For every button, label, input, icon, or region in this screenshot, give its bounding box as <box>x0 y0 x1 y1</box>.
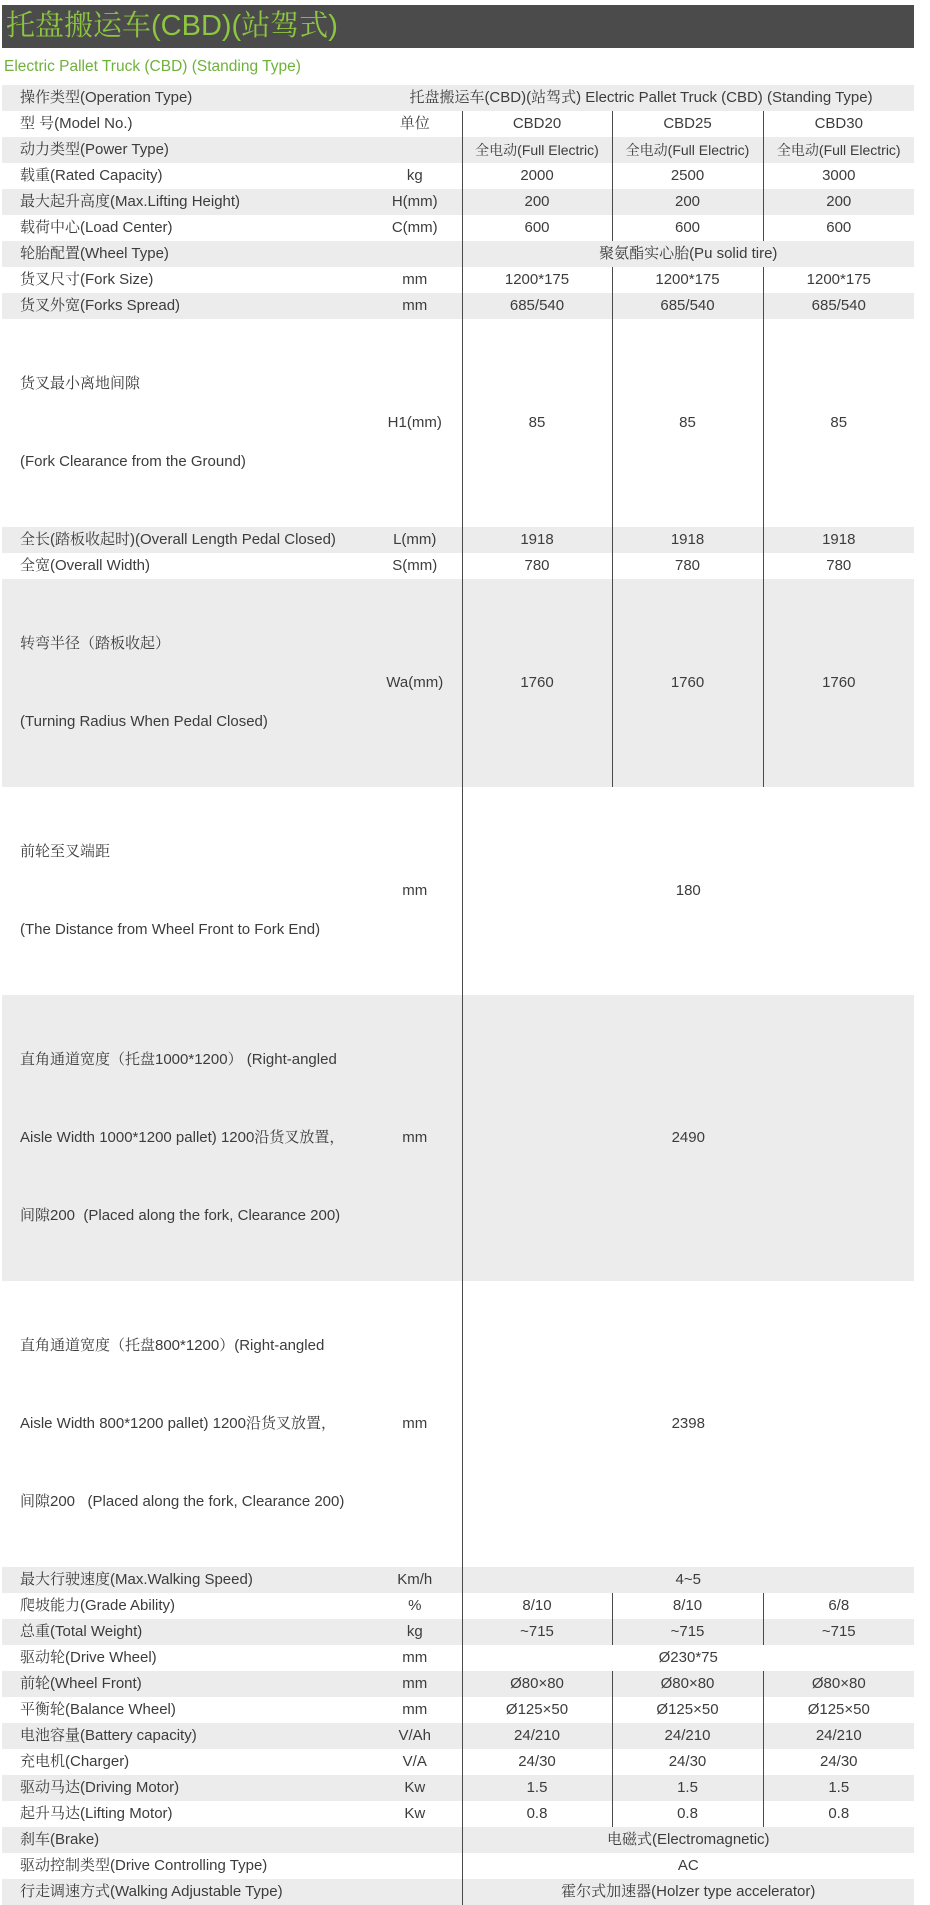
spec-unit <box>368 1827 462 1853</box>
value-cbd25: 1.5 <box>612 1775 763 1801</box>
value-cbd30: CBD30 <box>763 111 914 137</box>
spec-label: 操作类型(Operation Type) <box>2 85 368 111</box>
spec-label: 载荷中心(Load Center) <box>20 219 173 236</box>
spec-label-line: (The Distance from Wheel Front to Fork End) <box>20 921 321 938</box>
spec-unit: mm <box>402 271 428 288</box>
spec-label-line: 直角通道宽度（托盘1000*1200） (Right-angled <box>20 1051 337 1068</box>
value-cbd30: 85 <box>763 319 914 527</box>
value-cbd30: 1918 <box>763 527 914 553</box>
spec-unit: mm <box>368 995 462 1281</box>
spec-label: 载重(Rated Capacity) <box>20 167 163 184</box>
value-cbd20: 85 <box>462 319 612 527</box>
spec-unit: Kw <box>404 1805 426 1822</box>
spec-label-line: 前轮至叉端距 <box>20 843 111 860</box>
spec-unit: % <box>408 1597 422 1614</box>
spec-label: 全长(踏板收起时)(Overall Length Pedal Closed) <box>2 527 368 553</box>
spec-unit <box>368 1879 462 1905</box>
value-cbd30: 24/210 <box>763 1723 914 1749</box>
spec-unit: 单位 <box>399 115 430 132</box>
spec-row-wheel-front-to-fork-end <box>2 787 914 995</box>
value-all-models: 聚氨酯实心胎(Pu solid tire) <box>462 241 914 267</box>
value-all-models: 4~5 <box>462 1567 914 1593</box>
spec-row-operation-type <box>2 85 914 111</box>
spec-row-driving-motor <box>2 1775 914 1801</box>
value-cbd30: Ø125×50 <box>763 1697 914 1723</box>
value-cbd25: 24/210 <box>612 1723 763 1749</box>
value-cbd20: Ø125×50 <box>462 1697 612 1723</box>
value-cbd20: 0.8 <box>462 1801 612 1827</box>
value-cbd20: 8/10 <box>462 1593 612 1619</box>
value-cbd25: 780 <box>612 553 763 579</box>
spec-row-power-type <box>2 137 914 163</box>
spec-label-line: 货叉最小离地间隙 <box>20 375 141 392</box>
spec-label: 刹车(Brake) <box>2 1827 368 1853</box>
value-cbd25: 1918 <box>612 527 763 553</box>
value-cbd25: CBD25 <box>612 111 763 137</box>
value-all-models: 180 <box>462 787 914 995</box>
spec-label: 平衡轮(Balance Wheel) <box>20 1701 176 1718</box>
value-cbd30: ~715 <box>763 1619 914 1645</box>
spec-unit: mm <box>402 882 428 899</box>
value-cbd20: 全电动(Full Electric) <box>462 137 612 163</box>
spec-row-total-weight <box>2 1619 914 1645</box>
spec-unit <box>368 137 462 163</box>
value-all-models: 2490 <box>462 995 914 1281</box>
spec-row-model-no <box>2 111 914 137</box>
spec-label-line: (Fork Clearance from the Ground) <box>20 453 246 470</box>
spec-table <box>2 85 914 1905</box>
spec-unit <box>368 241 462 267</box>
spec-unit: kg <box>406 167 423 184</box>
spec-unit: mm <box>402 1649 428 1666</box>
spec-row-wheel-front <box>2 1671 914 1697</box>
spec-unit: S(mm) <box>392 557 438 574</box>
spec-label <box>2 1281 368 1567</box>
spec-unit <box>368 1853 462 1879</box>
spec-label-line: 间隙200 (Placed along the fork, Clearance 200) <box>20 1207 341 1224</box>
spec-label: 行走调速方式(Walking Adjustable Type) <box>2 1879 368 1905</box>
value-cbd30: 685/540 <box>763 293 914 319</box>
value-cbd20: 780 <box>462 553 612 579</box>
spec-label: 全宽(Overall Width) <box>20 557 151 574</box>
value-cbd25: 85 <box>612 319 763 527</box>
spec-label <box>2 995 368 1281</box>
spec-row-forks-spread <box>2 293 914 319</box>
value-cbd25: 200 <box>612 189 763 215</box>
spec-label: 动力类型(Power Type) <box>2 137 368 163</box>
spec-unit: Km/h <box>368 1567 462 1593</box>
spec-row-turning-radius <box>2 579 914 787</box>
value-cbd20: 1918 <box>462 527 612 553</box>
value-cbd25: 1200*175 <box>612 267 763 293</box>
spec-row-wheel-type <box>2 241 914 267</box>
spec-row-load-center <box>2 215 914 241</box>
value-cbd30: 0.8 <box>763 1801 914 1827</box>
spec-row-lifting-motor <box>2 1801 914 1827</box>
spec-row-drive-controlling-type <box>2 1853 914 1879</box>
value-cbd25: 8/10 <box>612 1593 763 1619</box>
value-cbd30: 200 <box>763 189 914 215</box>
spec-row-max-lifting-height <box>2 189 914 215</box>
spec-row-rated-capacity <box>2 163 914 189</box>
spec-label-line: (Turning Radius When Pedal Closed) <box>20 713 268 730</box>
value-cbd25: 0.8 <box>612 1801 763 1827</box>
spec-row-drive-wheel <box>2 1645 914 1671</box>
value-all-models: 电磁式(Electromagnetic) <box>462 1827 914 1853</box>
value-cbd25: 2500 <box>612 163 763 189</box>
spec-unit: H(mm) <box>368 189 462 215</box>
spec-row-balance-wheel <box>2 1697 914 1723</box>
spec-row-brake <box>2 1827 914 1853</box>
value-cbd20: ~715 <box>462 1619 612 1645</box>
spec-unit: V/Ah <box>368 1723 462 1749</box>
value-cbd30: 1.5 <box>763 1775 914 1801</box>
spec-label <box>2 319 368 527</box>
spec-unit: C(mm) <box>391 219 438 236</box>
value-cbd25: 685/540 <box>612 293 763 319</box>
spec-label-line: 转弯半径（踏板收起） <box>20 635 171 652</box>
spec-row-charger <box>2 1749 914 1775</box>
value-cbd25: Ø80×80 <box>612 1671 763 1697</box>
value-cbd30: 全电动(Full Electric) <box>763 137 914 163</box>
value-all-models: 2398 <box>462 1281 914 1567</box>
spec-label: 前轮(Wheel Front) <box>2 1671 368 1697</box>
spec-unit: kg <box>368 1619 462 1645</box>
spec-label: 总重(Total Weight) <box>2 1619 368 1645</box>
spec-row-overall-width <box>2 553 914 579</box>
value-cbd25: 24/30 <box>612 1749 763 1775</box>
value-cbd25: 全电动(Full Electric) <box>612 137 763 163</box>
spec-unit: mm <box>368 293 462 319</box>
value-cbd20: 1.5 <box>462 1775 612 1801</box>
spec-row-max-walking-speed <box>2 1567 914 1593</box>
spec-label: 最大行驶速度(Max.Walking Speed) <box>2 1567 368 1593</box>
spec-label: 型 号(Model No.) <box>20 115 133 132</box>
value-cbd30: 1760 <box>763 579 914 787</box>
spec-label-line: Aisle Width 1000*1200 pallet) 1200沿货叉放置， <box>20 1129 345 1146</box>
value-cbd30: 780 <box>763 553 914 579</box>
spec-label: 货叉外宽(Forks Spread) <box>2 293 368 319</box>
spec-unit: mm <box>402 1701 428 1718</box>
spec-unit: H1(mm) <box>387 414 442 431</box>
spec-unit: L(mm) <box>368 527 462 553</box>
spec-row-fork-clearance <box>2 319 914 527</box>
value-cbd20: 200 <box>462 189 612 215</box>
spec-row-overall-length <box>2 527 914 553</box>
value-cbd25: 1760 <box>612 579 763 787</box>
spec-label: 货叉尺寸(Fork Size) <box>20 271 154 288</box>
spec-label: 驱动控制类型(Drive Controlling Type) <box>20 1857 268 1874</box>
spec-row-aisle-width-1000x1200 <box>2 995 914 1281</box>
value-cbd20: 600 <box>462 215 612 241</box>
spec-row-battery-capacity <box>2 1723 914 1749</box>
value-cbd30: 1200*175 <box>763 267 914 293</box>
spec-label-line: Aisle Width 800*1200 pallet) 1200沿货叉放置， <box>20 1415 336 1432</box>
spec-label: 最大起升高度(Max.Lifting Height) <box>2 189 368 215</box>
spec-label-line: 间隙200 (Placed along the fork, Clearance 200) <box>20 1493 345 1510</box>
value-cbd20: 685/540 <box>462 293 612 319</box>
spec-label <box>2 579 368 787</box>
spec-label: 爬坡能力(Grade Ability) <box>20 1597 176 1614</box>
spec-label: 驱动马达(Driving Motor) <box>2 1775 368 1801</box>
spec-label: 电池容量(Battery capacity) <box>2 1723 368 1749</box>
spec-unit: V/A <box>402 1753 427 1770</box>
value-cbd20: 24/210 <box>462 1723 612 1749</box>
value-cbd20: 2000 <box>462 163 612 189</box>
value-cbd30: Ø80×80 <box>763 1671 914 1697</box>
value-cbd20: 1760 <box>462 579 612 787</box>
spec-label: 充电机(Charger) <box>20 1753 130 1770</box>
title-bar <box>2 5 914 48</box>
value-all-models: Ø230*75 <box>462 1645 914 1671</box>
spec-label-line: 直角通道宽度（托盘800*1200）(Right-angled <box>20 1337 325 1354</box>
value-cbd25: ~715 <box>612 1619 763 1645</box>
value-cbd20: Ø80×80 <box>462 1671 612 1697</box>
spec-row-fork-size <box>2 267 914 293</box>
value-all-models: AC <box>462 1853 914 1879</box>
value-cbd30: 6/8 <box>763 1593 914 1619</box>
value-cbd25: Ø125×50 <box>612 1697 763 1723</box>
spec-unit: mm <box>402 1415 428 1432</box>
spec-label <box>2 787 368 995</box>
page-title: 托盘搬运车(CBD)(站驾式) <box>6 10 338 42</box>
value-all-models: 霍尔式加速器(Holzer type accelerator) <box>462 1879 914 1905</box>
spec-row-aisle-width-800x1200 <box>2 1281 914 1567</box>
spec-unit: Wa(mm) <box>368 579 462 787</box>
value-cbd30: 600 <box>763 215 914 241</box>
spec-unit: mm <box>368 1671 462 1697</box>
page-subtitle: Electric Pallet Truck (CBD) (Standing Type) <box>4 58 301 75</box>
spec-row-walking-adjustable-type <box>2 1879 914 1905</box>
value-cbd20: 1200*175 <box>462 267 612 293</box>
value-cbd30: 24/30 <box>763 1749 914 1775</box>
spec-unit: Kw <box>368 1775 462 1801</box>
spec-summary: 托盘搬运车(CBD)(站驾式) Electric Pallet Truck (CBD) (Standing Type) <box>368 85 914 111</box>
value-cbd25: 600 <box>612 215 763 241</box>
spec-label: 轮胎配置(Wheel Type) <box>2 241 368 267</box>
value-cbd30: 3000 <box>763 163 914 189</box>
spec-row-grade-ability <box>2 1593 914 1619</box>
spec-label: 起升马达(Lifting Motor) <box>20 1805 173 1822</box>
value-cbd20: 24/30 <box>462 1749 612 1775</box>
spec-label: 驱动轮(Drive Wheel) <box>20 1649 157 1666</box>
value-cbd20: CBD20 <box>462 111 612 137</box>
